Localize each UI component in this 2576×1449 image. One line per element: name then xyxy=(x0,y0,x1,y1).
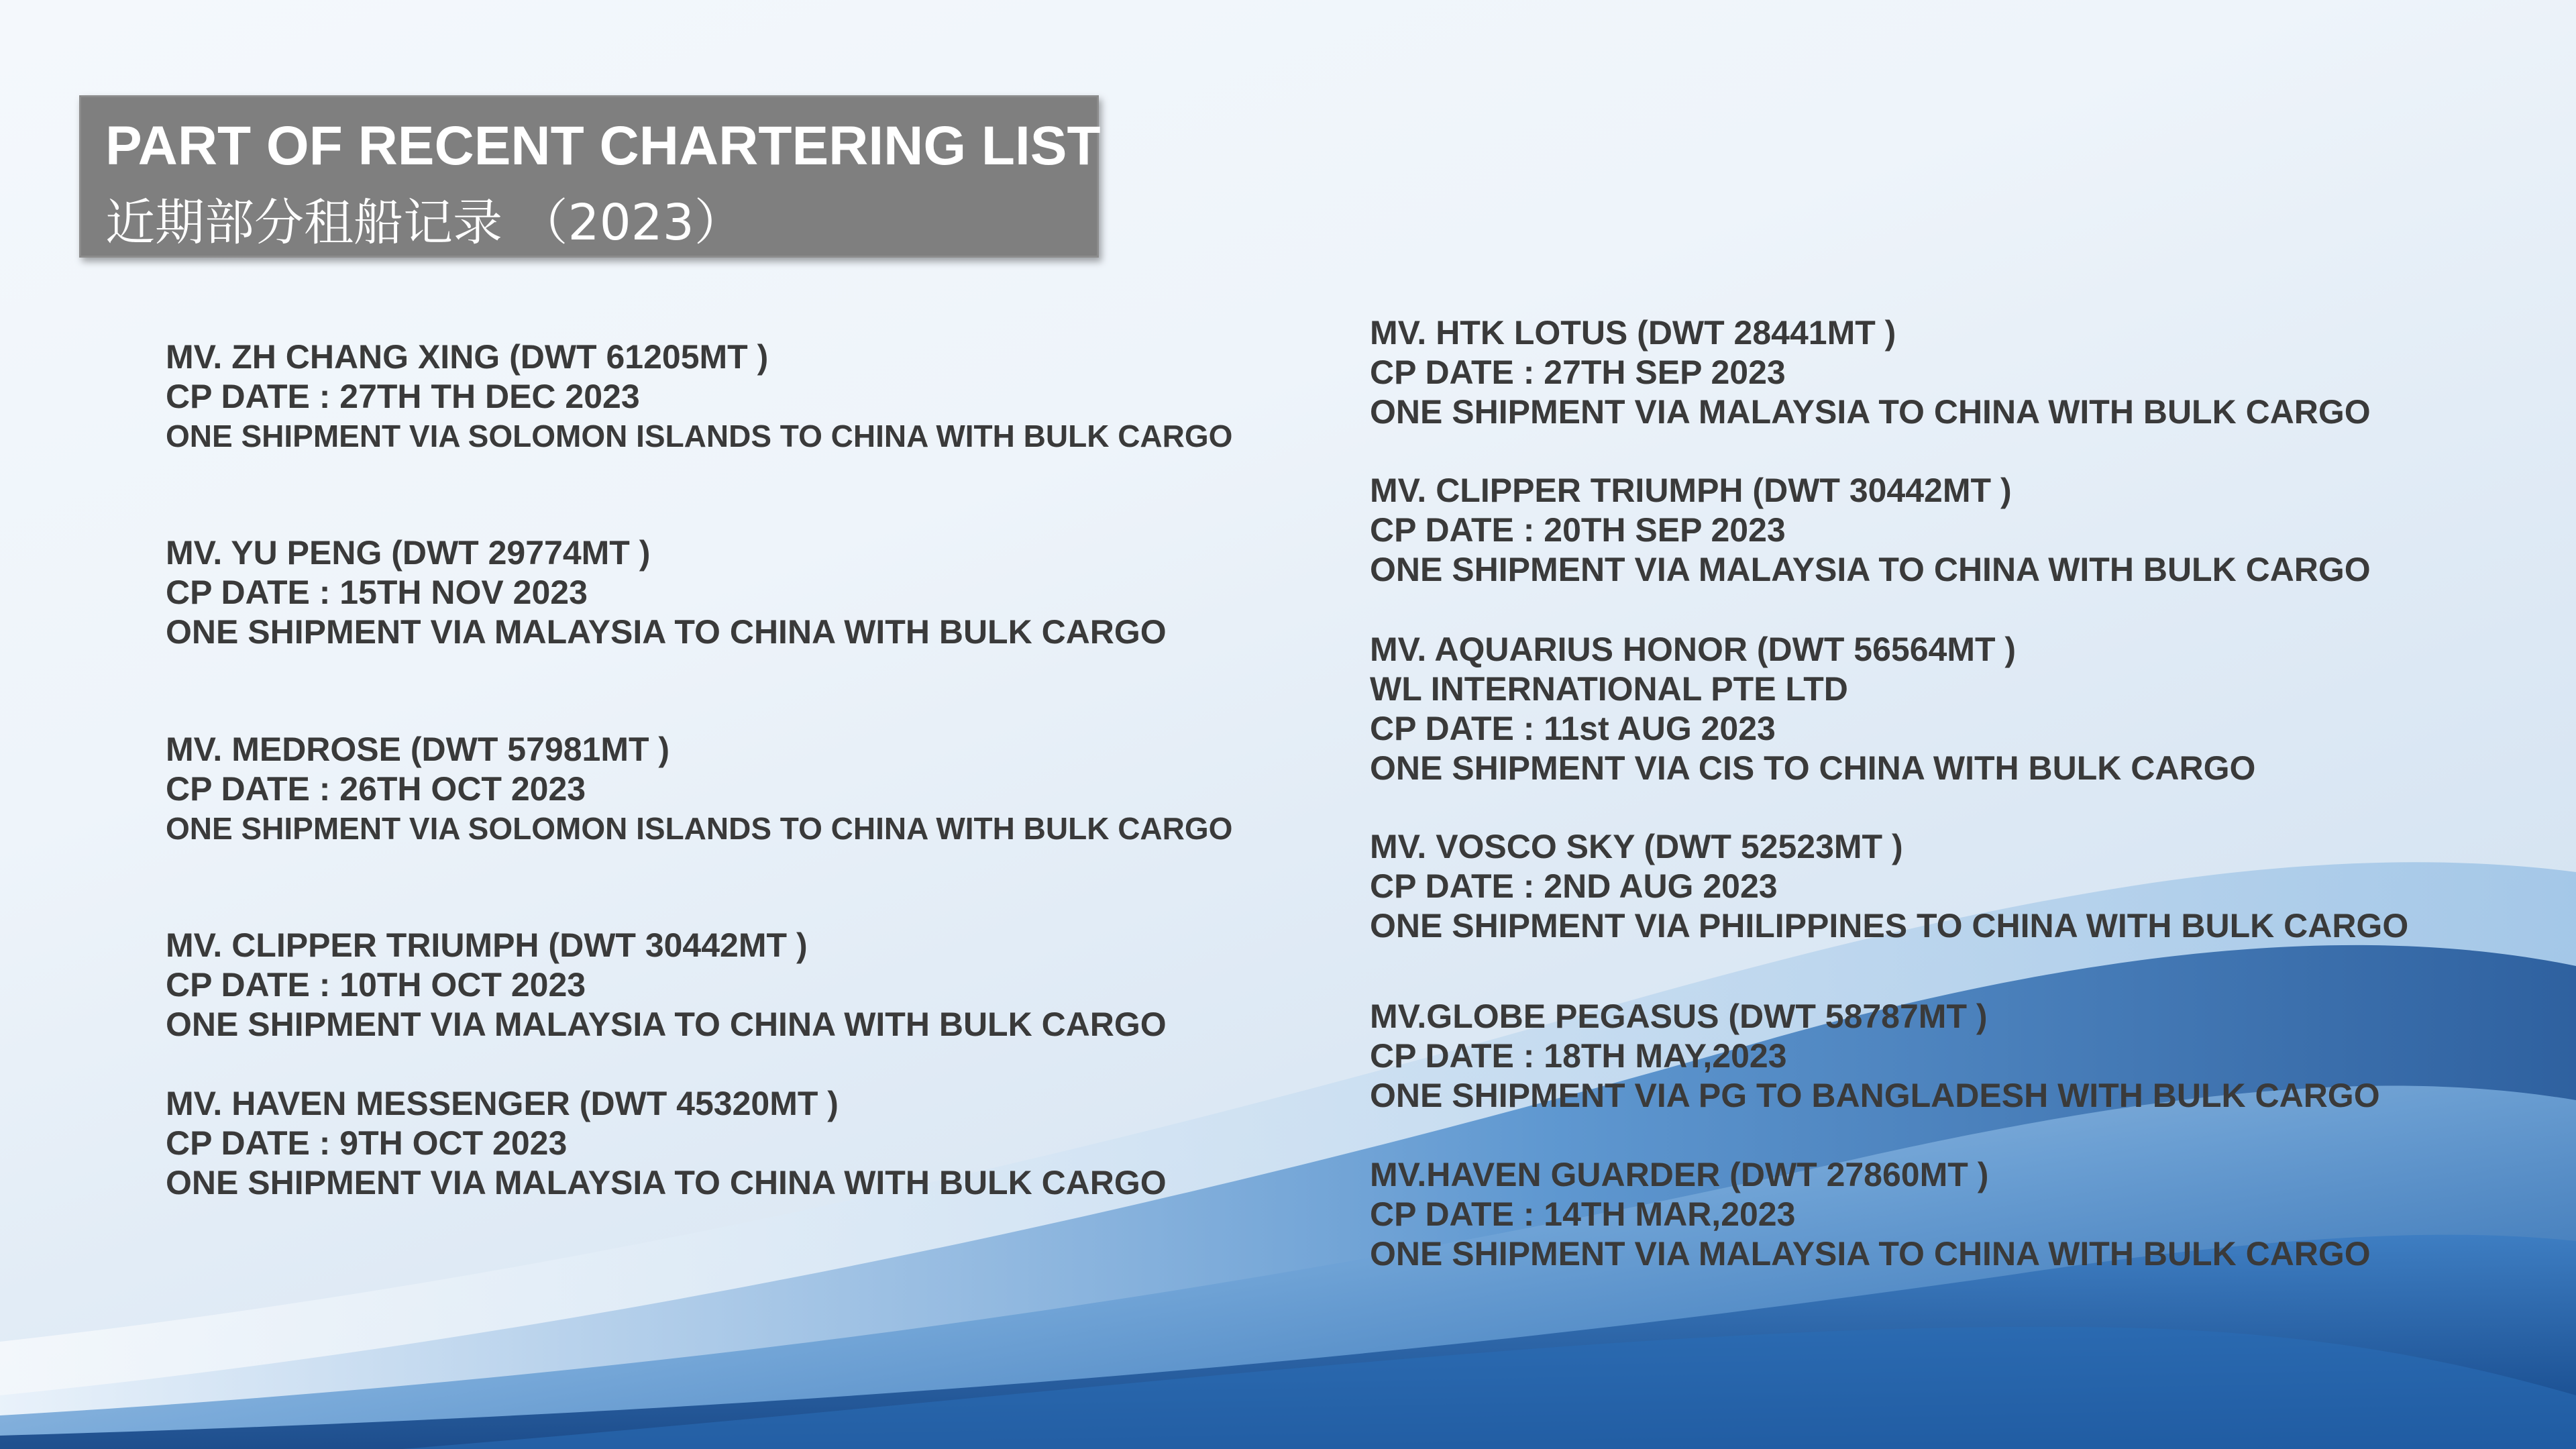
vessel-name: MV. AQUARIUS HONOR (DWT 56564MT ) xyxy=(1370,631,2017,668)
vessel-name: MV. CLIPPER TRIUMPH (DWT 30442MT ) xyxy=(1370,472,2012,509)
charter-entry xyxy=(1370,630,2255,788)
vessel-name: MV. VOSCO SKY (DWT 52523MT ) xyxy=(1370,828,1903,865)
charter-entry xyxy=(166,1084,1167,1203)
charter-entry xyxy=(1370,997,2380,1116)
route: ONE SHIPMENT VIA CIS TO CHINA WITH BULK CARGO xyxy=(1370,749,2256,787)
title-box xyxy=(79,95,1099,258)
route: ONE SHIPMENT VIA SOLOMON ISLANDS TO CHINA WITH BULK CARGO xyxy=(166,811,1233,846)
charter-entry xyxy=(166,926,1167,1044)
company-name: WL INTERNATIONAL PTE LTD xyxy=(1370,670,1848,708)
charter-entry xyxy=(166,337,1232,456)
cp-date: CP DATE : 10TH OCT 2023 xyxy=(166,966,586,1004)
charter-entry xyxy=(166,533,1167,652)
cp-date: CP DATE : 20TH SEP 2023 xyxy=(1370,511,1786,549)
charter-entry xyxy=(166,730,1232,849)
route: ONE SHIPMENT VIA MALAYSIA TO CHINA WITH BULK CARGO xyxy=(166,1164,1167,1201)
charter-entry xyxy=(1370,827,2408,946)
cp-date: CP DATE : 26TH OCT 2023 xyxy=(166,770,586,808)
vessel-name: MV. ZH CHANG XING (DWT 61205MT ) xyxy=(166,338,769,376)
title-english: PART OF RECENT CHARTERING LIST xyxy=(105,115,1101,176)
vessel-name: MV.GLOBE PEGASUS (DWT 58787MT ) xyxy=(1370,998,1988,1035)
route: ONE SHIPMENT VIA MALAYSIA TO CHINA WITH BULK CARGO xyxy=(1370,1235,2371,1273)
route: ONE SHIPMENT VIA MALAYSIA TO CHINA WITH BULK CARGO xyxy=(166,1006,1167,1043)
vessel-name: MV. MEDROSE (DWT 57981MT ) xyxy=(166,731,670,768)
vessel-name: MV. HAVEN MESSENGER (DWT 45320MT ) xyxy=(166,1085,839,1122)
vessel-name: MV. YU PENG (DWT 29774MT ) xyxy=(166,534,651,572)
vessel-name: MV. CLIPPER TRIUMPH (DWT 30442MT ) xyxy=(166,926,808,964)
route: ONE SHIPMENT VIA PHILIPPINES TO CHINA WITH BULK CARGO xyxy=(1370,907,2409,945)
cp-date: CP DATE : 11st AUG 2023 xyxy=(1370,710,1776,747)
vessel-name: MV.HAVEN GUARDER (DWT 27860MT ) xyxy=(1370,1156,1989,1193)
vessel-name: MV. HTK LOTUS (DWT 28441MT ) xyxy=(1370,314,1896,352)
cp-date: CP DATE : 27TH TH DEC 2023 xyxy=(166,378,640,415)
charter-entry xyxy=(1370,471,2371,590)
charter-entry xyxy=(1370,1155,2371,1274)
route: ONE SHIPMENT VIA SOLOMON ISLANDS TO CHINA WITH BULK CARGO xyxy=(166,419,1233,453)
cp-date: CP DATE : 14TH MAR,2023 xyxy=(1370,1195,1796,1233)
title-chinese: 近期部分租船记录 （2023） xyxy=(105,194,744,252)
route: ONE SHIPMENT VIA MALAYSIA TO CHINA WITH BULK CARGO xyxy=(1370,393,2371,431)
route: ONE SHIPMENT VIA PG TO BANGLADESH WITH BULK CARGO xyxy=(1370,1077,2380,1114)
cp-date: CP DATE : 18TH MAY,2023 xyxy=(1370,1037,1787,1075)
cp-date: CP DATE : 15TH NOV 2023 xyxy=(166,574,588,611)
route: ONE SHIPMENT VIA MALAYSIA TO CHINA WITH BULK CARGO xyxy=(1370,551,2371,588)
cp-date: CP DATE : 2ND AUG 2023 xyxy=(1370,867,1778,905)
cp-date: CP DATE : 9TH OCT 2023 xyxy=(166,1124,568,1162)
charter-entry xyxy=(1370,313,2371,432)
cp-date: CP DATE : 27TH SEP 2023 xyxy=(1370,354,1786,391)
route: ONE SHIPMENT VIA MALAYSIA TO CHINA WITH BULK CARGO xyxy=(166,613,1167,651)
